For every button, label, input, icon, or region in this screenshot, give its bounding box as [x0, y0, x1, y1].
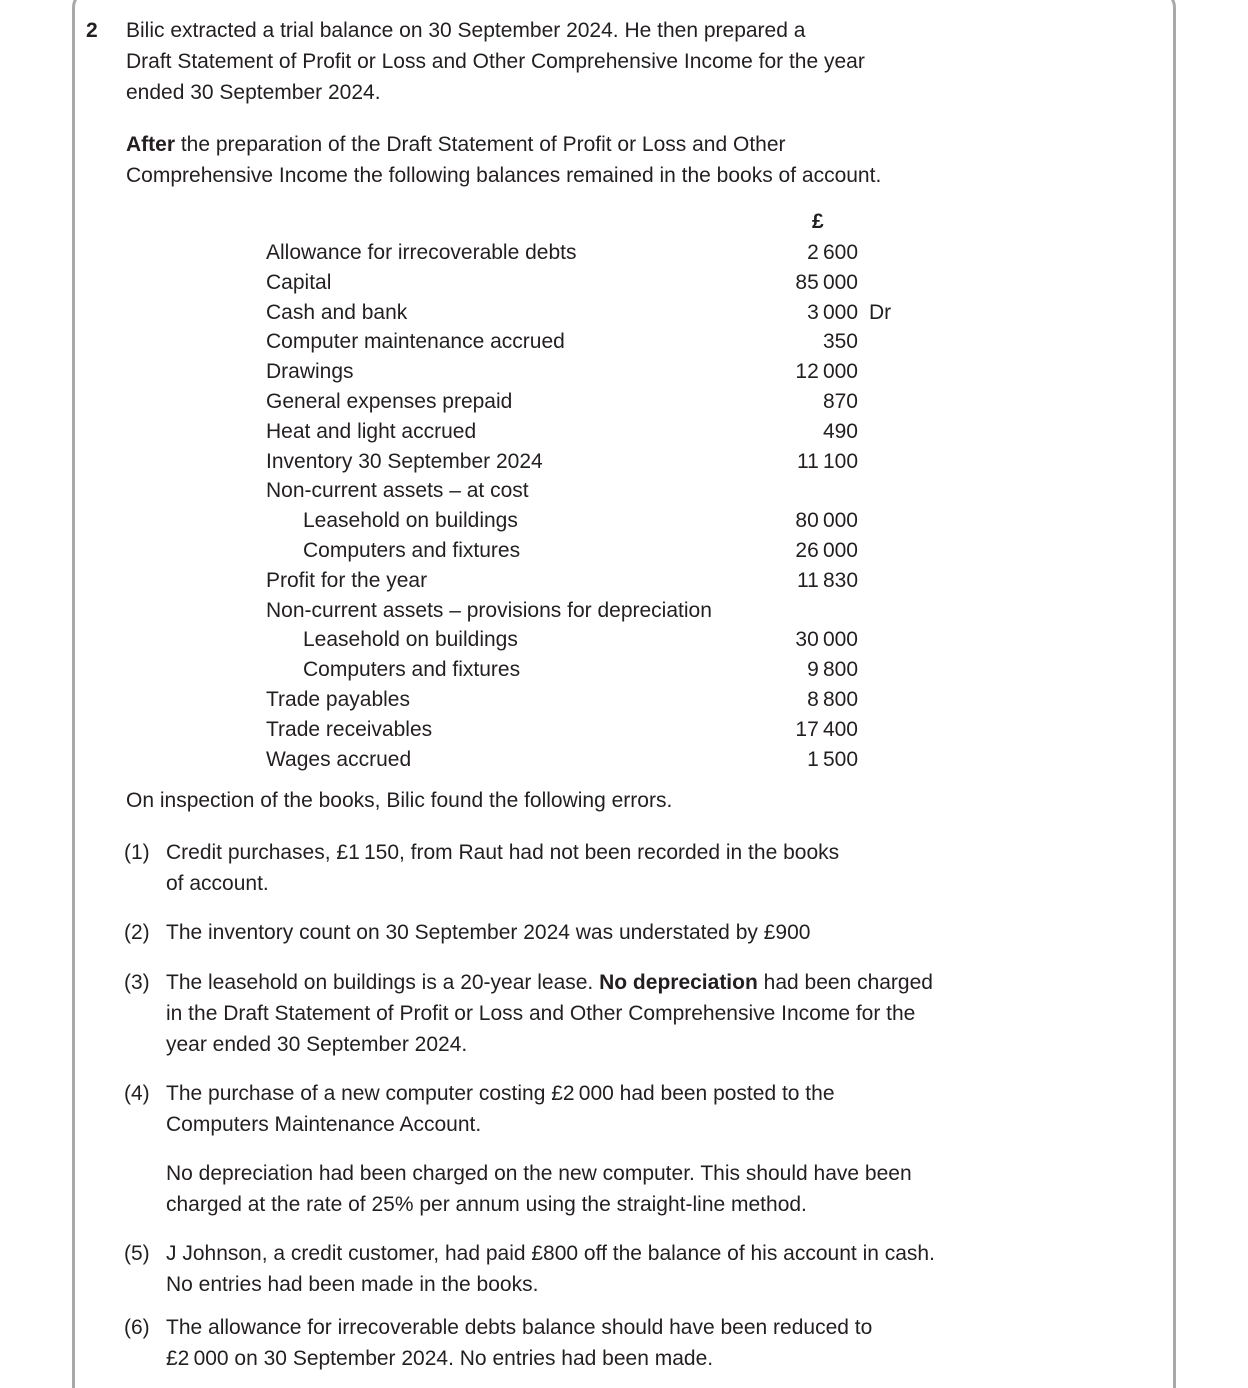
balance-label: Leasehold on buildings: [303, 628, 518, 652]
balance-value: 350: [822, 330, 858, 354]
balance-label: Allowance for irrecoverable debts: [266, 241, 577, 264]
intro-line: Draft Statement of Profit or Loss and Other Comprehensive Income for the year: [126, 50, 865, 73]
after-line-1-rest: the preparation of the Draft Statement of Profit or Loss and Other: [175, 133, 786, 156]
balance-row: [72, 654, 1176, 684]
balance-label: Wages accrued: [266, 747, 412, 771]
balance-group-header: [72, 475, 1176, 505]
balance-value: 17 400: [795, 717, 858, 741]
error-number: (1): [124, 841, 150, 864]
error-body: [166, 1238, 1086, 1300]
intro-paragraph: [126, 15, 865, 108]
balance-label: Heat and light accrued: [266, 419, 477, 443]
balance-row: [72, 326, 1176, 356]
error-number: (6): [124, 1316, 150, 1339]
error-number: (5): [124, 1242, 150, 1265]
balance-dr-suffix: Dr: [869, 300, 892, 324]
currency-header-row: [72, 206, 1176, 237]
error-line: in the Draft Statement of Profit or Loss and Other Comprehensive Income for the: [166, 1002, 916, 1025]
balance-row: [72, 356, 1176, 386]
error-line: The allowance for irrecoverable debts balance should have been reduced to: [166, 1316, 873, 1339]
balance-value: 11 830: [796, 568, 858, 592]
error-line-post: had been charged: [757, 971, 933, 994]
balance-value: 26 000: [795, 538, 858, 562]
balance-value: 8 800: [807, 687, 858, 711]
balance-label: Cash and bank: [266, 300, 408, 324]
balance-label: Trade payables: [266, 687, 410, 711]
error-line: No depreciation had been charged on the new computer. This should have been: [166, 1162, 912, 1185]
balance-row: [72, 565, 1176, 595]
after-line-2: Comprehensive Income the following balances remained in the books of account.: [126, 164, 882, 187]
question-number: 2: [86, 19, 98, 42]
error-line: charged at the rate of 25% per annum using the straight-line method.: [166, 1193, 807, 1216]
error-number: (3): [124, 971, 150, 994]
balance-row: [72, 744, 1176, 774]
intro-line: Bilic extracted a trial balance on 30 September 2024. He then prepared a: [126, 19, 806, 42]
error-body: [166, 917, 1086, 948]
error-subparagraph: [166, 1158, 1086, 1220]
error-line: of account.: [166, 872, 269, 895]
balance-value: 9 800: [807, 658, 858, 682]
error-line: No entries had been made in the books.: [166, 1273, 539, 1296]
after-line-1: [126, 129, 881, 160]
balance-row: [72, 297, 1176, 327]
error-number: (2): [124, 921, 150, 944]
balance-label: Non-current assets – provisions for depreciation: [266, 598, 712, 622]
balance-label: Inventory 30 September 2024: [266, 449, 543, 473]
balance-label: Computer maintenance accrued: [266, 330, 565, 354]
error-line: The purchase of a new computer costing £2 000 had been posted to the: [166, 1082, 835, 1105]
balance-label: Trade receivables: [266, 717, 433, 741]
error-line: The inventory count on 30 September 2024 was understated by £900: [166, 921, 811, 944]
balance-row: [72, 535, 1176, 565]
intro-line: ended 30 September 2024.: [126, 81, 381, 104]
after-bold-word: After: [126, 133, 176, 156]
balance-value: 870: [822, 389, 858, 413]
error-line: year ended 30 September 2024.: [166, 1033, 468, 1056]
balance-value: 12 000: [795, 360, 858, 384]
balance-value: 2 600: [807, 241, 858, 264]
error-line: J Johnson, a credit customer, had paid £800 off the balance of his account in cash.: [166, 1242, 935, 1265]
balance-value: 11 100: [796, 449, 858, 473]
balance-row: [72, 267, 1176, 297]
balance-label: General expenses prepaid: [266, 389, 513, 413]
balance-value: 490: [822, 419, 858, 443]
balance-label: Drawings: [266, 360, 354, 384]
error-body: [166, 1312, 1086, 1374]
balance-label: Computers and fixtures: [303, 658, 521, 682]
balance-value: 1 500: [807, 747, 858, 771]
balance-label: Computers and fixtures: [303, 538, 521, 562]
balance-group-header: [72, 595, 1176, 625]
error-body: [166, 1078, 1086, 1220]
error-body: [166, 837, 1086, 899]
error-line-bold: No depreciation: [599, 971, 758, 994]
balance-value: 85 000: [795, 270, 858, 294]
error-body: [166, 967, 1086, 1060]
balance-row: [72, 386, 1176, 416]
currency-header: £: [812, 210, 824, 233]
balance-list: [72, 206, 1176, 773]
inspection-paragraph: On inspection of the books, Bilic found the following errors.: [126, 789, 673, 812]
error-line-pre: The leasehold on buildings is a 20-year lease.: [166, 971, 600, 994]
balance-row: [72, 446, 1176, 476]
error-line: £2 000 on 30 September 2024. No entries had been made.: [166, 1347, 714, 1370]
balance-row: [72, 684, 1176, 714]
after-paragraph: [126, 129, 881, 191]
balance-row: [72, 624, 1176, 654]
balance-value: 3 000: [807, 300, 858, 324]
error-number: (4): [124, 1082, 150, 1105]
balance-row: [72, 714, 1176, 744]
balance-row: [72, 505, 1176, 535]
error-line: Computers Maintenance Account.: [166, 1113, 482, 1136]
balance-label: Profit for the year: [266, 568, 428, 592]
balance-label: Leasehold on buildings: [303, 509, 518, 533]
balance-label: Capital: [266, 270, 332, 294]
error-line: Credit purchases, £1 150, from Raut had not been recorded in the books: [166, 841, 840, 864]
balance-row: [72, 237, 1176, 267]
balance-label: Non-current assets – at cost: [266, 479, 529, 503]
balance-value: 80 000: [795, 509, 858, 533]
error-line: [166, 967, 1086, 998]
balance-value: 30 000: [795, 628, 858, 652]
balance-row: [72, 416, 1176, 446]
